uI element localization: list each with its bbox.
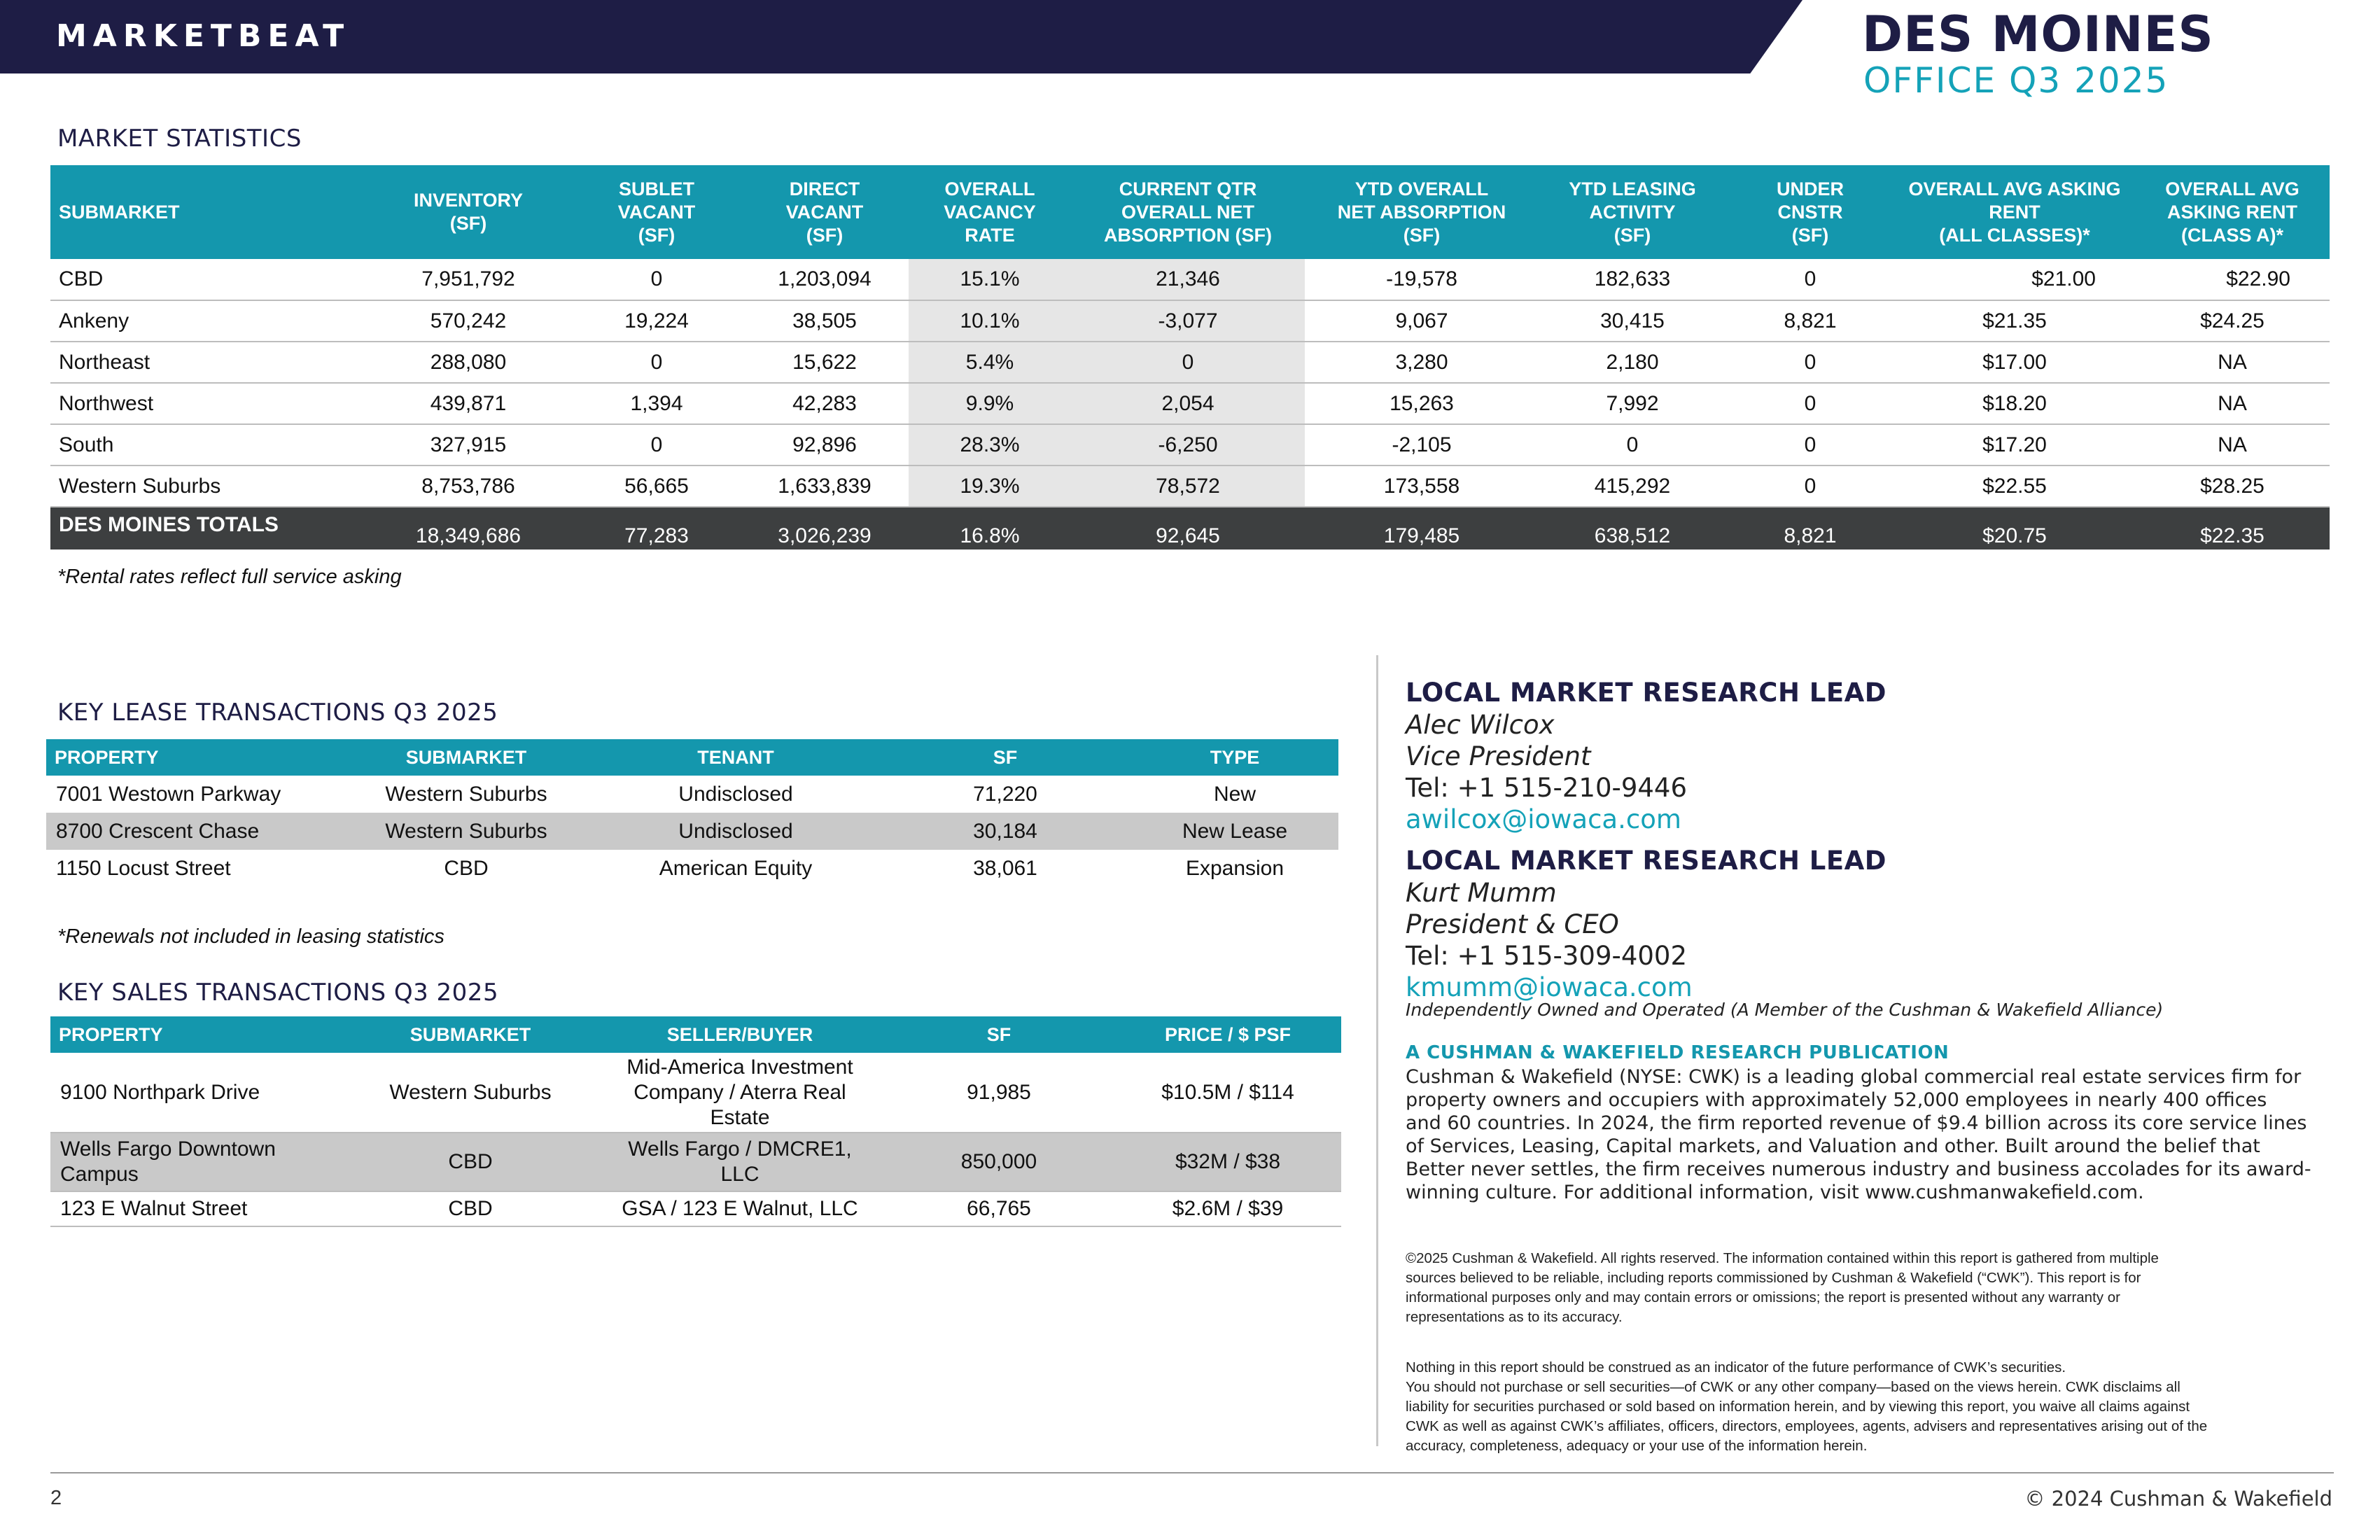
page-title-city: DES MOINES [1862, 6, 2214, 63]
legal-line: representations as to its accuracy. [1406, 1309, 1623, 1325]
table-cell: $18.20 [1894, 383, 2135, 424]
table-cell [344, 1053, 596, 1133]
table-cell: $22.90 [2135, 259, 2330, 300]
table-cell: 2,054 [1071, 383, 1305, 424]
cell-line: GSA / 123 E Walnut, LLC [622, 1197, 858, 1220]
table-row [46, 850, 1338, 887]
legal-line: informational purposes only and may contain errors or omissions; the report is presented without any warranty or [1406, 1289, 2120, 1306]
totals-row [50, 507, 2330, 550]
lease-transactions-table [46, 739, 1338, 887]
table-cell: 415,292 [1539, 465, 1726, 507]
cell-line: CBD [448, 1150, 493, 1173]
table-row [50, 259, 2330, 300]
column-header-line: (SF) [1614, 224, 1651, 246]
totals-cell: $20.75 [1894, 507, 2135, 550]
sales-transactions-table [50, 1016, 1341, 1227]
cell-line: Campus [60, 1163, 139, 1186]
column-header [1305, 165, 1539, 259]
table-cell [344, 1191, 596, 1226]
column-header: SF [883, 1016, 1114, 1053]
column-header-line: (SF) [806, 224, 844, 246]
table-cell [50, 1133, 344, 1191]
table-cell: 1,203,094 [741, 259, 909, 300]
column-header-line: RATE [965, 224, 1015, 246]
column-header-line: (SF) [1791, 224, 1829, 246]
totals-label: DES MOINES TOTALS [50, 507, 364, 550]
cell-line: 66,765 [967, 1197, 1031, 1220]
table-cell: 0 [1726, 424, 1894, 465]
totals-cell: $22.35 [2135, 507, 2330, 550]
column-header-line: OVERALL AVG ASKING [1908, 178, 2121, 200]
cell-line: $2.6M / $39 [1172, 1197, 1284, 1220]
table-cell: 8700 Crescent Chase [46, 813, 340, 850]
table-cell: 0 [573, 259, 741, 300]
table-cell: 1,633,839 [741, 465, 909, 507]
table-cell: 78,572 [1071, 465, 1305, 507]
cell-line: CBD [448, 1197, 493, 1220]
column-header-line: VACANT [617, 201, 696, 223]
submarket-cell: Western Suburbs [50, 465, 364, 507]
legal-line: liability for securities purchased or sold based on information herein, and by viewing this report, you waive all claims against [1406, 1399, 2190, 1415]
table-cell: 0 [573, 424, 741, 465]
table-cell: 1150 Locust Street [56, 856, 231, 880]
table-cell: 570,242 [364, 300, 573, 342]
publication-line: Better never settles, the firm receives numerous industry and business accolades for its award- [1406, 1158, 2311, 1180]
table-cell: -6,250 [1071, 424, 1305, 465]
publication-line: Cushman & Wakefield (NYSE: CWK) is a leading global commercial real estate services firm for [1406, 1066, 2302, 1088]
table-cell: NA [2135, 383, 2330, 424]
column-header-line: (SF) [1403, 224, 1441, 246]
column-header-line: NET ABSORPTION [1337, 201, 1506, 223]
column-header: TYPE [1131, 739, 1338, 776]
table-cell: 92,896 [741, 424, 909, 465]
publication-line: winning culture. For additional information, visit www.cushmanwakefield.com. [1406, 1182, 2144, 1203]
column-header [573, 165, 741, 259]
column-header-line: CNSTR [1777, 201, 1843, 223]
column-header-line: (ALL CLASSES)* [1939, 224, 2090, 246]
column-header-line: INVENTORY [413, 190, 524, 211]
cell-line: 9100 Northpark Drive [60, 1080, 260, 1104]
table-cell: Undisclosed [592, 813, 879, 850]
totals-cell: 638,512 [1539, 507, 1726, 550]
table-cell: 0 [1071, 342, 1305, 383]
cell-line: Wells Fargo Downtown [60, 1138, 276, 1161]
table-row [50, 1053, 1341, 1133]
cell-line: $10.5M / $114 [1161, 1080, 1294, 1104]
cell-line: Wells Fargo / DMCRE1, [628, 1138, 852, 1161]
column-header [1894, 165, 2135, 259]
footer-divider [50, 1472, 2334, 1474]
sales-transactions-title: KEY SALES TRANSACTIONS Q3 2025 [57, 979, 499, 1007]
table-cell [596, 1191, 883, 1226]
publication-description [1406, 1065, 2330, 1204]
submarket-cell: CBD [50, 259, 364, 300]
page-subtitle-period: OFFICE Q3 2025 [1863, 60, 2169, 101]
legal-line: accuracy, completeness, adequacy or your use of the information herein. [1406, 1438, 1868, 1454]
column-header-line: OVERALL [944, 178, 1035, 200]
footer-copyright: © 2024 Cushman & Wakefield [2024, 1487, 2332, 1511]
table-cell: 15,622 [741, 342, 909, 383]
contact-phone: Tel: +1 515-210-9446 [1406, 773, 1687, 803]
totals-cell: 18,349,686 [364, 507, 573, 550]
cell-line: Mid-America Investment [626, 1055, 853, 1079]
totals-cell: 179,485 [1305, 507, 1539, 550]
column-header-line: SUBLET [619, 178, 694, 200]
renewals-note: *Renewals not included in leasing statistics [57, 925, 444, 948]
table-cell: 56,665 [573, 465, 741, 507]
table-cell: 439,871 [364, 383, 573, 424]
table-cell: 0 [1726, 465, 1894, 507]
table-row [50, 300, 2330, 342]
table-cell: Undisclosed [678, 782, 793, 806]
table-cell [50, 1191, 344, 1226]
table-cell [344, 1133, 596, 1191]
column-header-line: RENT [1989, 201, 2040, 223]
table-cell: 38,061 [973, 856, 1037, 880]
table-cell: 38,505 [741, 300, 909, 342]
cell-line: 91,985 [967, 1080, 1031, 1104]
contact-card-1 [1406, 678, 2351, 836]
contact-name: Kurt Mumm [1406, 878, 1557, 908]
column-header [2135, 165, 2330, 259]
table-cell: Western Suburbs [385, 782, 547, 806]
market-statistics-title: MARKET STATISTICS [57, 125, 302, 153]
legal-line: Nothing in this report should be construed as an indicator of the future performance of CWK’s securities. [1406, 1359, 2066, 1376]
cell-line: $32M / $38 [1175, 1150, 1281, 1173]
table-cell: 3,280 [1305, 342, 1539, 383]
contact-email-link[interactable]: awilcox@iowaca.com [1406, 804, 1681, 834]
table-cell: 182,633 [1539, 259, 1726, 300]
table-cell: 8,821 [1726, 300, 1894, 342]
column-header: TENANT [592, 739, 879, 776]
table-cell [596, 1053, 883, 1133]
column-header [1726, 165, 1894, 259]
table-row [50, 1133, 1341, 1191]
cell-line: 123 E Walnut Street [60, 1197, 248, 1220]
table-header-row [50, 165, 2330, 259]
table-cell: $22.55 [1894, 465, 2135, 507]
table-cell: 19.3% [909, 465, 1071, 507]
legal-line: CWK as well as against CWK’s affiliates, officers, directors, employees, agents, advisers and representatives arising out of the [1406, 1418, 2208, 1434]
table-cell: 7,992 [1539, 383, 1726, 424]
column-header [1539, 165, 1726, 259]
cell-line: Company / Aterra Real [634, 1080, 846, 1104]
column-header [364, 165, 573, 259]
table-cell: NA [2135, 424, 2330, 465]
column-header-line: ACTIVITY [1589, 201, 1676, 223]
column-header [1071, 165, 1305, 259]
contact-title: President & CEO [1406, 909, 1619, 939]
publication-heading: A CUSHMAN & WAKEFIELD RESEARCH PUBLICATION [1406, 1042, 1949, 1063]
table-cell: -3,077 [1071, 300, 1305, 342]
submarket-cell: Northeast [50, 342, 364, 383]
column-header-line: ABSORPTION (SF) [1104, 224, 1272, 246]
column-header: PRICE / $ PSF [1114, 1016, 1341, 1053]
table-cell: New Lease [1131, 813, 1338, 850]
column-header-line: VACANCY [944, 201, 1036, 223]
table-row [50, 424, 2330, 465]
table-header-row [46, 739, 1338, 776]
column-header-line: OVERALL AVG [2165, 178, 2300, 200]
table-cell: 71,220 [973, 782, 1037, 806]
table-cell: 10.1% [909, 300, 1071, 342]
table-cell: 2,180 [1539, 342, 1726, 383]
contact-heading: LOCAL MARKET RESEARCH LEAD [1406, 678, 1886, 708]
table-cell: 30,184 [879, 813, 1131, 850]
column-header-line: VACANT [785, 201, 864, 223]
table-header-row [50, 1016, 1341, 1053]
independent-ownership-note: Independently Owned and Operated (A Member of the Cushman & Wakefield Alliance) [1406, 1000, 2164, 1020]
table-cell: 5.4% [909, 342, 1071, 383]
contact-name: Alec Wilcox [1406, 710, 1555, 740]
table-cell: -19,578 [1305, 259, 1539, 300]
column-header: PROPERTY [46, 739, 340, 776]
column-header: SF [879, 739, 1131, 776]
cell-line: LLC [720, 1163, 760, 1186]
table-cell: 327,915 [364, 424, 573, 465]
table-cell: $17.00 [1894, 342, 2135, 383]
cell-line: 850,000 [960, 1150, 1037, 1173]
table-cell [596, 1133, 883, 1191]
table-cell: American Equity [659, 856, 813, 880]
legal-line: sources believed to be reliable, including reports commissioned by Cushman & Wakefield (“CWK”). This report is for [1406, 1270, 2141, 1286]
totals-cell: 92,645 [1071, 507, 1305, 550]
totals-cell: 8,821 [1726, 507, 1894, 550]
column-header-line: (CLASS A)* [2181, 224, 2283, 246]
column-header-line: ASKING RENT [2166, 201, 2297, 223]
brand-logo: MARKETBEAT [56, 18, 351, 54]
column-header-line: (SF) [638, 224, 676, 246]
column-header [50, 165, 364, 259]
table-cell [883, 1191, 1114, 1226]
table-cell: NA [2135, 342, 2330, 383]
table-cell: 7,951,792 [364, 259, 573, 300]
cell-line: Western Suburbs [389, 1080, 552, 1104]
table-cell: $28.25 [2135, 465, 2330, 507]
column-header-line: UNDER [1776, 178, 1844, 200]
totals-cell: 3,026,239 [741, 507, 909, 550]
publication-line: of Services, Leasing, Capital markets, and Valuation and other. Built around the belief that [1406, 1135, 2260, 1157]
table-cell [1114, 1133, 1341, 1191]
table-cell: Expansion [1185, 856, 1284, 880]
table-cell [1114, 1191, 1341, 1226]
market-statistics-table [50, 165, 2330, 550]
table-cell: 8,753,786 [364, 465, 573, 507]
table-row [46, 813, 1338, 850]
table-cell: 9.9% [909, 383, 1071, 424]
column-header: SELLER/BUYER [596, 1016, 883, 1053]
table-row [50, 1191, 1341, 1226]
totals-cell: 16.8% [909, 507, 1071, 550]
column-header-line: OVERALL NET [1121, 201, 1254, 223]
column-header-line: (SF) [449, 213, 487, 234]
column-header-line: YTD OVERALL [1354, 178, 1489, 200]
table-row [50, 465, 2330, 507]
submarket-cell: Ankeny [50, 300, 364, 342]
table-cell: 1,394 [573, 383, 741, 424]
table-cell: 9,067 [1305, 300, 1539, 342]
table-row [50, 342, 2330, 383]
table-cell: -2,105 [1305, 424, 1539, 465]
table-cell [883, 1133, 1114, 1191]
table-cell: $21.35 [1894, 300, 2135, 342]
publication-line: and 60 countries. In 2024, the firm reported revenue of $9.4 billion across its core service lines [1406, 1112, 2307, 1134]
table-cell: 173,558 [1305, 465, 1539, 507]
table-cell: 0 [1726, 342, 1894, 383]
legal-line: ©2025 Cushman & Wakefield. All rights reserved. The information contained within this report is gathered from multiple [1406, 1250, 2159, 1266]
column-header-line: CURRENT QTR [1119, 178, 1257, 200]
column-header [909, 165, 1071, 259]
table-cell: $17.20 [1894, 424, 2135, 465]
legal-disclaimer-securities [1406, 1358, 2330, 1456]
column-header-line: DIRECT [789, 178, 860, 200]
column-header-line: SUBMARKET [59, 201, 180, 223]
contact-email-link[interactable]: kmumm@iowaca.com [1406, 972, 1693, 1002]
cell-line: Estate [710, 1105, 770, 1129]
table-cell: 19,224 [573, 300, 741, 342]
rental-rates-note: *Rental rates reflect full service asking [57, 566, 402, 588]
publication-line: property owners and occupiers with approximately 52,000 employees in nearly 400 offices [1406, 1089, 2267, 1111]
table-cell [50, 1053, 344, 1133]
column-header: SUBMARKET [344, 1016, 596, 1053]
table-cell: 7001 Westown Parkway [56, 782, 281, 806]
table-cell: CBD [444, 856, 489, 880]
table-cell: 15,263 [1305, 383, 1539, 424]
table-cell: Western Suburbs [340, 813, 592, 850]
table-cell: 0 [1539, 424, 1726, 465]
column-header-line: YTD LEASING [1569, 178, 1696, 200]
table-cell: 28.3% [909, 424, 1071, 465]
table-cell: 288,080 [364, 342, 573, 383]
totals-cell: 77,283 [573, 507, 741, 550]
table-cell: 0 [1726, 383, 1894, 424]
lease-transactions-title: KEY LEASE TRANSACTIONS Q3 2025 [57, 699, 498, 727]
column-header: SUBMARKET [340, 739, 592, 776]
submarket-cell: Northwest [50, 383, 364, 424]
table-cell: 21,346 [1071, 259, 1305, 300]
column-header: PROPERTY [50, 1016, 344, 1053]
table-cell: 0 [1726, 259, 1894, 300]
page-number: 2 [50, 1487, 62, 1509]
table-cell [883, 1053, 1114, 1133]
contact-phone: Tel: +1 515-309-4002 [1406, 941, 1687, 971]
table-cell: New [1213, 782, 1256, 806]
submarket-cell: South [50, 424, 364, 465]
table-row [50, 383, 2330, 424]
contact-card-2 [1406, 846, 2351, 1004]
table-cell: 15.1% [909, 259, 1071, 300]
table-row [46, 776, 1338, 813]
table-cell: 42,283 [741, 383, 909, 424]
contact-title: Vice President [1406, 741, 1591, 771]
table-cell: 30,415 [1539, 300, 1726, 342]
legal-disclaimer-rights [1406, 1249, 2330, 1327]
table-cell: $21.00 [1894, 259, 2135, 300]
column-divider [1376, 655, 1378, 1446]
table-cell [1114, 1053, 1341, 1133]
column-header [741, 165, 909, 259]
table-cell: 0 [573, 342, 741, 383]
table-cell: $24.25 [2135, 300, 2330, 342]
contact-heading: LOCAL MARKET RESEARCH LEAD [1406, 846, 1886, 876]
legal-line: You should not purchase or sell securities—of CWK or any other company—based on the views herein. CWK disclaims all [1406, 1379, 2180, 1395]
